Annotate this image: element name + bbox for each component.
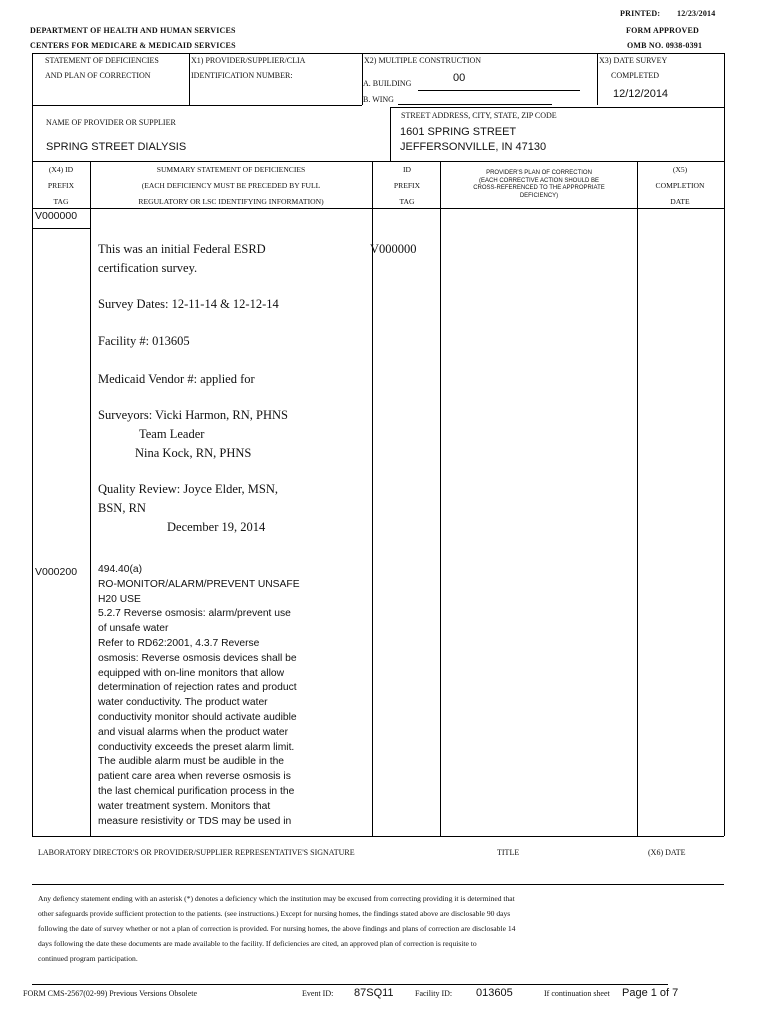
medicaid-vendor: Medicaid Vendor #: applied for: [98, 372, 255, 386]
survey-dates: Survey Dates: 12-11-14 & 12-12-14: [98, 297, 279, 311]
signature-label: LABORATORY DIRECTOR'S OR PROVIDER/SUPPLIER REPRESENTATIVE'S SIGNATURE: [38, 848, 355, 857]
survey-intro: This was an initial Federal ESRD certification survey.: [98, 242, 266, 275]
form-approved: FORM APPROVED: [626, 26, 700, 35]
tag-v000200: V000200: [35, 566, 78, 578]
col-id-header: ID PREFIX TAG: [393, 165, 421, 206]
col-summary-header: SUMMARY STATEMENT OF DEFICIENCIES (EACH DEFICIENCY MUST BE PRECEDED BY FULL REGULATORY OR LSC IDENTIFYING INFORMATION): [138, 165, 324, 206]
address-line2: JEFFERSONVILLE, IN 47130: [400, 141, 547, 153]
x3-label-1: X3) DATE SURVEY: [599, 56, 668, 65]
x6-date-label: (X6) DATE: [648, 848, 686, 857]
surveyors: Surveyors: Vicki Harmon, RN, PHNS Team Leader Nina Kock, RN, PHNS: [98, 408, 288, 460]
title-label: TITLE: [497, 848, 520, 857]
continuation-label: If continuation sheet: [544, 989, 610, 998]
page-number: Page 1 of 7: [622, 987, 679, 999]
col-x4-header: (X4) ID PREFIX TAG: [47, 165, 75, 206]
provider-name-label: NAME OF PROVIDER OR SUPPLIER: [46, 118, 176, 127]
statement-label-1: STATEMENT OF DEFICIENCIES: [45, 56, 159, 65]
statement-label-2: AND PLAN OF CORRECTION: [45, 71, 151, 80]
wing-label: B. WING: [363, 95, 394, 104]
survey-completed-date: 12/12/2014: [613, 88, 669, 100]
x1-label-1: X1) PROVIDER/SUPPLIER/CLIA: [191, 56, 306, 65]
tag-v000000: V000000: [35, 210, 78, 222]
address-line1: 1601 SPRING STREET: [400, 126, 517, 138]
printed-label: PRINTED:: [620, 9, 661, 18]
omb-number: OMB NO. 0938-0391: [627, 41, 703, 50]
v000200-text: 494.40(a) RO-MONITOR/ALARM/PREVENT UNSAFE H20 USE 5.2.7 Reverse osmosis: alarm/prevent use of unsafe water Refer to RD62:2001, 4.3.7 Reverse osmosis: Reverse osmosis devices shall be equipped with on-line monitors that allow determination of rejection rates and product water conductivity. The product water conductivity monitor should activate audible and visual alarms when the product water conductivity exceeds the preset alarm limit. The audible alarm must be audible in the patient care area when reverse osmosis is the last chemical purification process in the water treatment system. Monitors that measure resistivity or TDS may be used in: [98, 564, 300, 827]
provider-name: SPRING STREET DIALYSIS: [46, 141, 187, 153]
building-label: A. BUILDING: [363, 79, 412, 88]
facility-id-label: Facility ID:: [415, 989, 453, 998]
x2-label: X2) MULTIPLE CONSTRUCTION: [364, 56, 482, 65]
centers-title: CENTERS FOR MEDICARE & MEDICAID SERVICES: [30, 41, 236, 50]
quality-review: Quality Review: Joyce Elder, MSN, BSN, RN December 19, 2014: [98, 482, 279, 534]
form-number: FORM CMS-2567(02-99) Previous Versions Obsolete: [23, 989, 198, 998]
tag-v000000-right: V000000: [370, 242, 417, 256]
deficiency-footnote: Any defiency statement ending with an asterisk (*) denotes a deficiency which the institution may be excused from correcting providing it is determined that other safeguards provide sufficient protection to the patients. (see instructions.) Except for nursing homes, the findings stated above are disclosable 90 days following the date of survey whether or not a plan of correction is provided. For nursing homes, the above findings and plans of correction are disclosable 14 days following the date these documents are made available to the facility. If deficiencies are cited, an approved plan of correction is requisite to continued program participation.: [38, 894, 516, 963]
col-plan-header: PROVIDER'S PLAN OF CORRECTION (EACH CORRECTIVE ACTION SHOULD BE CROSS-REFERENCED TO THE APPROPRIATE DEFICIENCY): [473, 170, 605, 199]
event-id-label: Event ID:: [302, 989, 334, 998]
facility-number: Facility #: 013605: [98, 334, 190, 348]
building-value: 00: [453, 72, 466, 84]
x1-label-2: IDENTIFICATION NUMBER:: [191, 71, 293, 80]
printed-date: 12/23/2014: [677, 9, 716, 18]
x3-label-2: COMPLETED: [611, 71, 659, 80]
dept-title: DEPARTMENT OF HEALTH AND HUMAN SERVICES: [30, 26, 236, 35]
address-label: STREET ADDRESS, CITY, STATE, ZIP CODE: [401, 111, 557, 120]
event-id-value: 87SQ11: [354, 987, 394, 999]
facility-id-value: 013605: [476, 987, 513, 999]
col-x5-header: (X5) COMPLETION DATE: [655, 165, 705, 206]
